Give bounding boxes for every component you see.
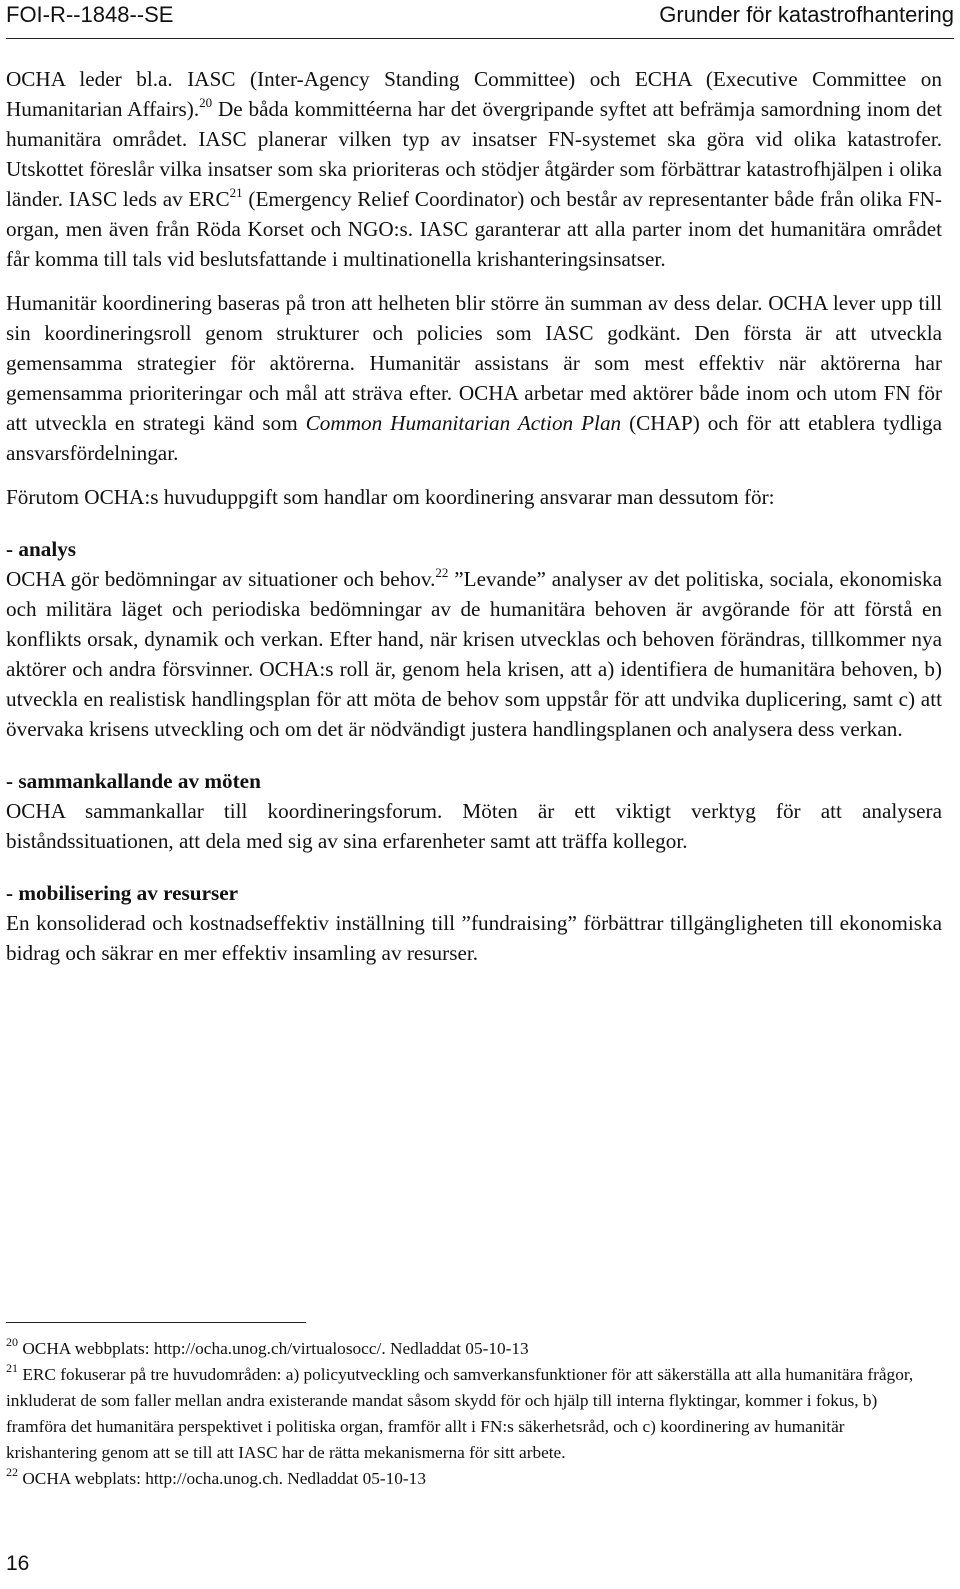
- footnote-text: ERC fokuserar på tre huvudområden: a) policyutveckling och samverkansfunktioner för att säkerställa att alla humanitära frågor, inkluderat de som faller mellan andra existerande mandat såsom skydd för och hjälp till interna flyktingar, kommer i fokus, b) framföra det humanitära perspektivet i politiska organ, framför allt i FN:s säkerhetsråd, och c) koordinering av humanitär krishantering genom att se till att IASC har de rätta mekanismerna för sitt arbete.: [6, 1365, 914, 1462]
- footnote-ref-21[interactable]: 21: [229, 185, 243, 200]
- footnotes: [6, 1336, 936, 1492]
- footnote-text: OCHA webbplats: http://ocha.unog.ch/virtualosocc/. Nedladdat 05-10-13: [18, 1339, 529, 1358]
- footnote-number: 22: [6, 1465, 18, 1479]
- footnote-number: 21: [6, 1361, 18, 1375]
- running-header: [6, 0, 954, 36]
- paragraph-iasc: [6, 64, 942, 274]
- footnote-21: [6, 1362, 936, 1466]
- report-number: FOI-R--1848--SE: [6, 2, 174, 27]
- header-divider: [6, 38, 954, 39]
- footnote-ref-22[interactable]: 22: [435, 565, 449, 580]
- section-heading: - sammankallande av möten: [6, 769, 261, 793]
- page-number: 16: [6, 1552, 30, 1575]
- paragraph-responsibilities: Förutom OCHA:s huvuduppgift som handlar om koordinering ansvarar man dessutom för:: [6, 485, 775, 509]
- section-text: ”Levande” analyser av det politiska, sociala, ekonomiska och militära läget och periodiska bedömningar av de humanitära behoven är avgörande för att förstå en konflikts orsak, dynamik och verkan. Efter hand, när krisen utvecklas och behoven förändras, tillkommer nya aktörer och andra försvinner. OCHA:s roll är, genom hela krisen, att a) identifiera de humanitära behoven, b) utveckla en realistisk handlingsplan för att möta de behov som uppstår för att undvika duplicering, samt c) att övervaka krisens utveckling och om det är nödvändigt justera handlingsplanen och analysera dess verkan.: [6, 567, 942, 741]
- footnote-divider: [6, 1322, 306, 1323]
- section-text: En konsoliderad och kostnadseffektiv inställning till ”fundraising” förbättrar tillgängligheten till ekonomiska bidrag och säkrar en mer effektiv insamling av resurser.: [6, 911, 942, 965]
- section-text: OCHA gör bedömningar av situationer och behov.: [6, 567, 436, 591]
- paragraph-text: De båda kommittéerna har det övergripande syftet att befrämja samordning inom det humanitära området. IASC planerar vilken typ av insatser FN-systemet ska göra vid olika katastrofer. Utskottet föreslår vilka insatser som ska prioriteras och stödjer åtgärder som förbättrar katastrofhjälpen i olika länder. IASC leds av ERC: [6, 97, 942, 211]
- footnote-number: 20: [6, 1335, 18, 1349]
- paragraph-text: OCHA leder bl.a. IASC (Inter-Agency Standing Committee) och ECHA (Executive Committee on Humanitarian Affairs).: [6, 67, 942, 121]
- section-heading: - mobilisering av resurser: [6, 881, 239, 905]
- footnote-text: OCHA webplats: http://ocha.unog.ch. Nedladdat 05-10-13: [18, 1469, 426, 1488]
- report-title: Grunder för katastrofhantering: [659, 2, 954, 27]
- footnote-ref-20[interactable]: 20: [199, 95, 213, 110]
- footnote-22: [6, 1466, 936, 1492]
- section-heading: - analys: [6, 537, 77, 561]
- section-moten: [6, 766, 942, 856]
- section-resurser: [6, 878, 942, 968]
- chap-title: Common Humanitarian Action Plan: [305, 411, 622, 435]
- paragraph-text: (Emergency Relief Coordinator) och består av representanter både från olika FN-organ, men även från Röda Korset och NGO:s. IASC garanterar att alla parter inom det humanitära området får komma till tals vid beslutsfattande i multinationella krishanteringsinsatser.: [6, 187, 942, 271]
- section-analys: [6, 534, 942, 744]
- section-text: OCHA sammankallar till koordineringsforum. Möten är ett viktigt verktyg för att analysera biståndssituationen, att dela med sig av sina erfarenheter samt att träffa kollegor.: [6, 799, 942, 853]
- footnote-20: [6, 1336, 936, 1362]
- paragraph-coordination: [6, 288, 942, 468]
- main-text: [6, 64, 942, 968]
- paragraph-text: Humanitär koordinering baseras på tron att helheten blir större än summan av dess delar. OCHA lever upp till sin koordineringsroll genom strukturer och policies som IASC godkänt. Den första är att utveckla gemensamma strategier för aktörerna. Humanitär assistans är som mest effektiv när aktörerna har gemensamma prioriteringar och mål att sträva efter. OCHA arbetar med aktörer både inom och utom FN för att utveckla en strategi känd som: [6, 291, 942, 435]
- paragraph-text: (CHAP) och för att etablera tydliga ansvarsfördelningar.: [6, 411, 942, 465]
